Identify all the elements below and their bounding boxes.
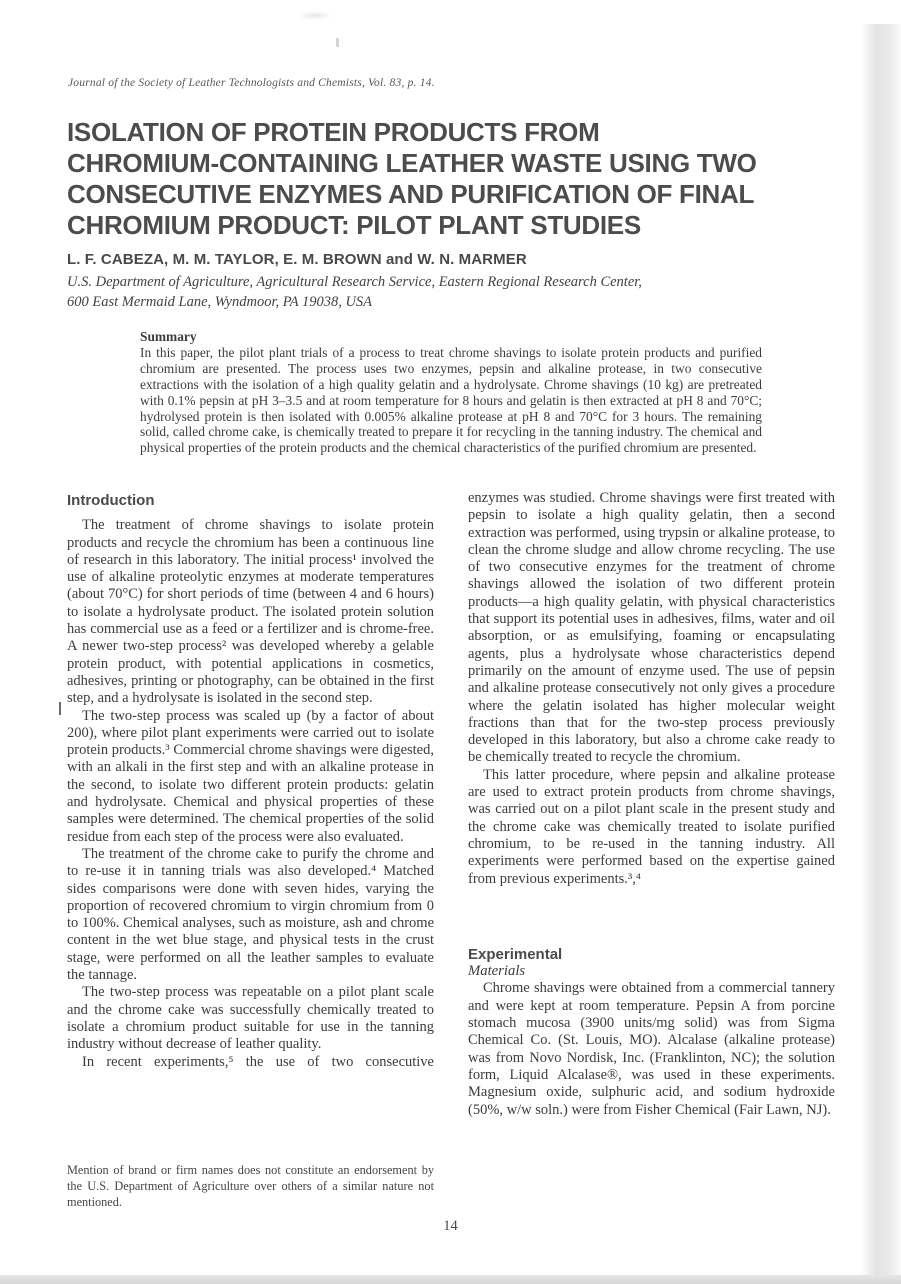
introduction-heading: Introduction <box>67 492 155 509</box>
page-number: 14 <box>443 1218 458 1234</box>
materials-subheading: Materials <box>468 963 526 980</box>
paper-title-line-3: CONSECUTIVE ENZYMES AND PURIFICATION OF FINAL <box>67 179 755 209</box>
scan-bottom-edge-shadow <box>0 1275 901 1284</box>
scan-right-edge-shadow <box>861 24 901 1276</box>
affiliation-line-2: 600 East Mermaid Lane, Wyndmoor, PA 19038, USA <box>67 293 373 310</box>
left-column <box>67 492 434 1071</box>
materials-paragraph: Chrome shavings were obtained from a commercial tannery and were kept at room temperature. Pepsin A from porcine stomach mucosa (3900 units/mg solid) was from Sigma Chemical Co. (St. Louis, MO). Alcalase (alkaline protease) was from Novo Nordisk, Inc. (Franklinton, NC); the solution form, Liquid Alcalase®, was used in these experiments. Magnesium oxide, sulphuric acid, and sodium hydroxide (50%, w/w soln.) were from Fisher Chemical (Fair Lawn, NJ). <box>468 980 835 1118</box>
summary-heading: Summary <box>140 329 197 344</box>
affiliation-line-1: U.S. Department of Agriculture, Agricultural Research Service, Eastern Regional Research Center, <box>67 274 642 290</box>
paper-title-line-1: ISOLATION OF PROTEIN PRODUCTS FROM <box>67 117 600 147</box>
experimental-heading: Experimental <box>468 945 563 963</box>
summary-body: In this paper, the pilot plant trials of a process to treat chrome shavings to isolate protein products and purified chromium are presented. The process uses two enzymes, pepsin and alkaline protease, in two consecutive extractions with the isolation of a high quality gelatin and a hydrolysate. Chrome shavings (10 kg) are pretreated with 0.1% pepsin at pH 3–3.5 and at room temperature for 8 hours and gelatin is then extracted at pH 8 and 70°C; hydrolysed protein is then isolated with 0.005% alkaline protease at pH 8 and 70°C for 3 hours. The remaining solid, called chrome cake, is chemically treated to prepare it for recycling in the tanning industry. The chemical and physical properties of the protein products and the chemical characteristics of the purified chromium are presented. <box>140 344 762 456</box>
right-column <box>468 490 835 1119</box>
paper-title-line-4: CHROMIUM PRODUCT: PILOT PLANT STUDIES <box>67 210 641 240</box>
scan-artifact-smudge <box>298 11 332 20</box>
introduction-paragraph-2: The two-step process was scaled up (by a factor of about 200), where pilot plant experiments were carried out to isolate protein products.³ Commercial chrome shavings were digested, with an alkali in the first step and with an alkaline protease in the second, to isolate two different protein products: gelatin and hydrolysate. Chemical and physical properties of these samples were determined. The chemical properties of the solid residue from each step of the process were also evaluated. <box>67 707 434 845</box>
introduction-paragraph-4: The two-step process was repeatable on a pilot plant scale and the chrome cake was successfully chemically treated to isolate a chromium product suitable for use in the tanning industry without decrease of leather quality. <box>67 984 434 1053</box>
affiliation <box>67 273 827 312</box>
introduction-continued-paragraph: enzymes was studied. Chrome shavings were first treated with pepsin to isolate a high quality gelatin, then a second extraction was performed, using trypsin or alkaline protease, to clean the chrome sludge and allow chrome recycling. The use of two consecutive enzymes for the treatment of chrome shavings allowed the isolation of two different protein products—a high quality gelatin, with physical characteristics that support its potential uses in adhesives, films, water and oil absorption, or as emulsifying, foaming or encapsulating agents, plus a hydrolysate whose characteristics depend primarily on the amount of enzyme used. The use of pepsin and alkaline protease consecutively not only gives a procedure where the gelatin isolated has higher molecular weight fractions than that for the two-step process previously developed in this laboratory, but also a chrome cake ready to be chemically treated to recycle the chromium. <box>468 490 835 766</box>
experimental-section <box>468 946 835 1119</box>
journal-citation-line: Journal of the Society of Leather Technologists and Chemists, Vol. 83, p. 14. <box>68 77 435 89</box>
introduction-paragraph-3: The treatment of the chrome cake to purify the chrome and to re-use it in tanning trials was also developed.⁴ Matched sides comparisons were done with seven hides, varying the proportion of recovered chromium to virgin chromium from 0 to 100%. Chemical analyses, such as moisture, ash and chrome content in the wet blue stage, and physical tests in the crust stage, were performed on all the leather samples to evaluate the tannage. <box>67 845 434 984</box>
authors-line: L. F. CABEZA, M. M. TAYLOR, E. M. BROWN and W. N. MARMER <box>67 251 527 268</box>
paper-title <box>67 117 812 241</box>
introduction-paragraph-1: The treatment of chrome shavings to isolate protein products and recycle the chromium has been a continuous line of research in this laboratory. The initial process¹ involved the use of alkaline proteolytic enzymes at moderate temperatures (about 70°C) for short periods of time (between 4 and 6 hours) to isolate a hydrolysate product. The isolated protein solution has commercial use as a feed or a fertilizer and is chrome-free. A newer two-step process² was developed whereby a gelable protein product, with potential applications in cosmetics, adhesives, printing or photography, can be obtained in the first step, and a hydrolysate is isolated in the second step. <box>67 517 434 707</box>
introduction-final-paragraph: This latter procedure, where pepsin and alkaline protease are used to extract protein products from chrome shavings, was carried out on a pilot plant scale in the present study and the chrome cake was chemically treated to isolate purified chromium, to be re-used in the tanning industry. All experiments were performed based on the expertise gained from previous experiments.³,⁴ <box>468 766 835 887</box>
paper-title-line-2: CHROMIUM-CONTAINING LEATHER WASTE USING TWO <box>67 148 757 178</box>
scan-artifact-margin-mark <box>59 702 61 715</box>
summary-block <box>140 329 762 456</box>
brand-disclaimer-footnote: Mention of brand or firm names does not constitute an endorsement by the U.S. Department of Agriculture over others of a similar nature not mentioned. <box>67 1163 434 1209</box>
introduction-paragraph-5-partial: In recent experiments,⁵ the use of two consecutive <box>82 1053 434 1070</box>
scan-artifact-tick <box>336 38 339 47</box>
